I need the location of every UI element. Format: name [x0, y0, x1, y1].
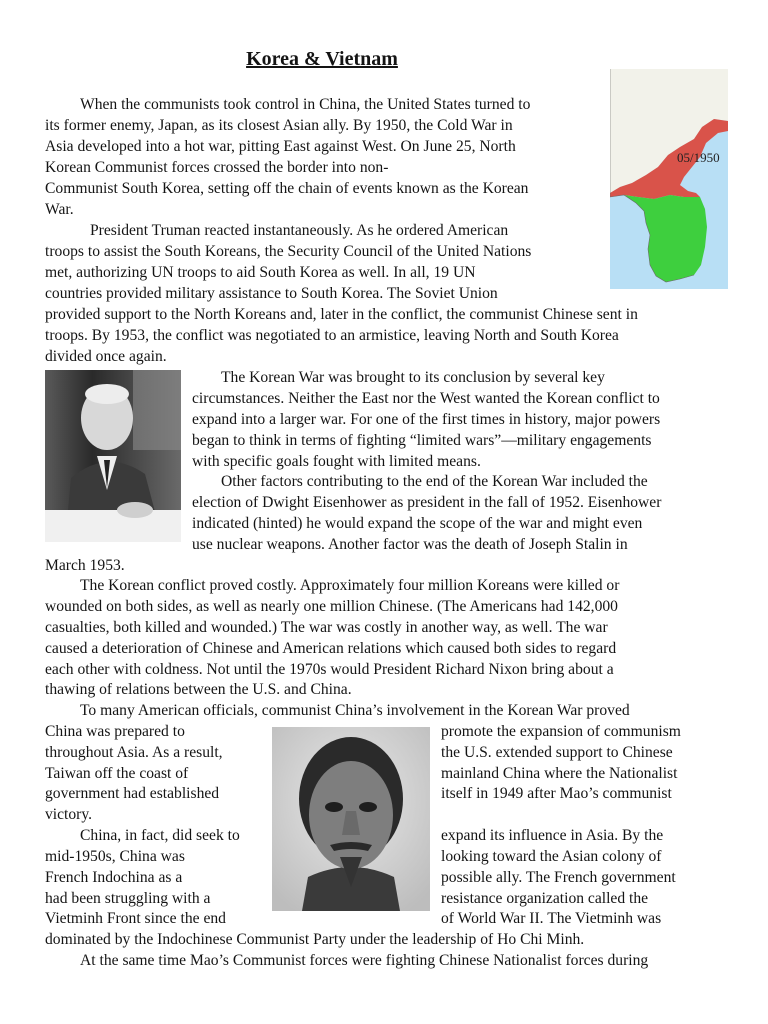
text-line: dominated by the Indochinese Communist Party under the leadership of Ho Chi Minh.	[45, 931, 585, 948]
text-line: Communist South Korea, setting off the chain of events known as the Korean	[45, 180, 529, 197]
text-line: President Truman reacted instantaneously. As he ordered American	[90, 222, 509, 239]
photo-ho-chi-minh	[272, 727, 430, 911]
text-line: had been struggling with a	[45, 890, 211, 907]
text-line: To many American officials, communist China’s involvement in the Korean War proved	[80, 702, 630, 719]
page-title: Korea & Vietnam	[246, 48, 398, 70]
text-line: wounded on both sides, as well as nearly one million Chinese. (The Americans had 142,000	[45, 598, 618, 615]
text-line: each other with coldness. Not until the 1970s would President Richard Nixon bring about a	[45, 661, 614, 678]
text-line: Vietminh Front since the end	[45, 910, 226, 927]
text-line: China, in fact, did seek to	[80, 827, 240, 844]
text-line: mainland China where the Nationalist	[441, 765, 678, 782]
text-line: circumstances. Neither the East nor the West wanted the Korean conflict to	[192, 390, 660, 407]
text-line: expand into a larger war. For one of the first times in history, major powers	[192, 411, 661, 428]
text-line: countries provided military assistance to South Korea. The Soviet Union	[45, 285, 498, 302]
text-line: troops. By 1953, the conflict was negotiated to an armistice, leaving North and South Korea	[45, 327, 619, 344]
text-line: with specific goals fought with limited means.	[192, 453, 481, 470]
korea-map	[610, 69, 728, 289]
text-line: itself in 1949 after Mao’s communist	[441, 785, 672, 802]
text-line: March 1953.	[45, 557, 125, 574]
text-line: When the communists took control in China, the United States turned to	[80, 96, 531, 113]
text-line: China was prepared to	[45, 723, 185, 740]
text-line: thawing of relations between the U.S. and China.	[45, 681, 352, 698]
text-line: throughout Asia. As a result,	[45, 744, 223, 761]
text-line: Asia developed into a hot war, pitting East against West. On June 25, North	[45, 138, 516, 155]
text-line: The Korean War was brought to its conclusion by several key	[221, 369, 605, 386]
text-line: looking toward the Asian colony of	[441, 848, 662, 865]
text-line: expand its influence in Asia. By the	[441, 827, 664, 844]
text-line: provided support to the North Koreans and, later in the conflict, the communist Chinese sent in	[45, 306, 638, 323]
text-line: casualties, both killed and wounded.) The war was costly in another way, as well. The war	[45, 619, 608, 636]
text-line: promote the expansion of communism	[441, 723, 681, 740]
text-line: the U.S. extended support to Chinese	[441, 744, 673, 761]
text-line: government had established	[45, 785, 220, 802]
map-date-label: 05/1950	[677, 150, 720, 165]
text-line: met, authorizing UN troops to aid South Korea as well. In all, 19 UN	[45, 264, 476, 281]
text-line: The Korean conflict proved costly. Approximately four million Koreans were killed or	[80, 577, 620, 594]
text-line: election of Dwight Eisenhower as president in the fall of 1952. Eisenhower	[192, 494, 662, 511]
text-line: use nuclear weapons. Another factor was the death of Joseph Stalin in	[192, 536, 628, 553]
text-line: troops to assist the South Koreans, the Security Council of the United Nations	[45, 243, 532, 260]
text-line: French Indochina as a	[45, 869, 183, 886]
text-line: indicated (hinted) he would expand the scope of the war and might even	[192, 515, 643, 532]
text-line: Taiwan off the coast of	[45, 765, 189, 782]
text-line: At the same time Mao’s Communist forces were fighting Chinese Nationalist forces during	[80, 952, 649, 969]
korea-map-graphic	[610, 69, 728, 289]
text-line: divided once again.	[45, 348, 167, 365]
text-line: caused a deterioration of Chinese and American relations which caused both sides to regard	[45, 640, 617, 657]
text-line: began to think in terms of fighting “limited wars”—military engagements	[192, 432, 652, 449]
photo-eisenhower	[45, 370, 181, 542]
text-line: Korean Communist forces crossed the border into non-	[45, 159, 389, 176]
text-line: War.	[45, 201, 74, 218]
text-line: victory.	[45, 806, 93, 823]
text-line: mid-1950s, China was	[45, 848, 185, 865]
text-line: possible ally. The French government	[441, 869, 676, 886]
text-line: Other factors contributing to the end of the Korean War included the	[221, 473, 648, 490]
text-line: resistance organization called the	[441, 890, 649, 907]
text-line: of World War II. The Vietminh was	[441, 910, 662, 927]
text-line: its former enemy, Japan, as its closest Asian ally. By 1950, the Cold War in	[45, 117, 513, 134]
